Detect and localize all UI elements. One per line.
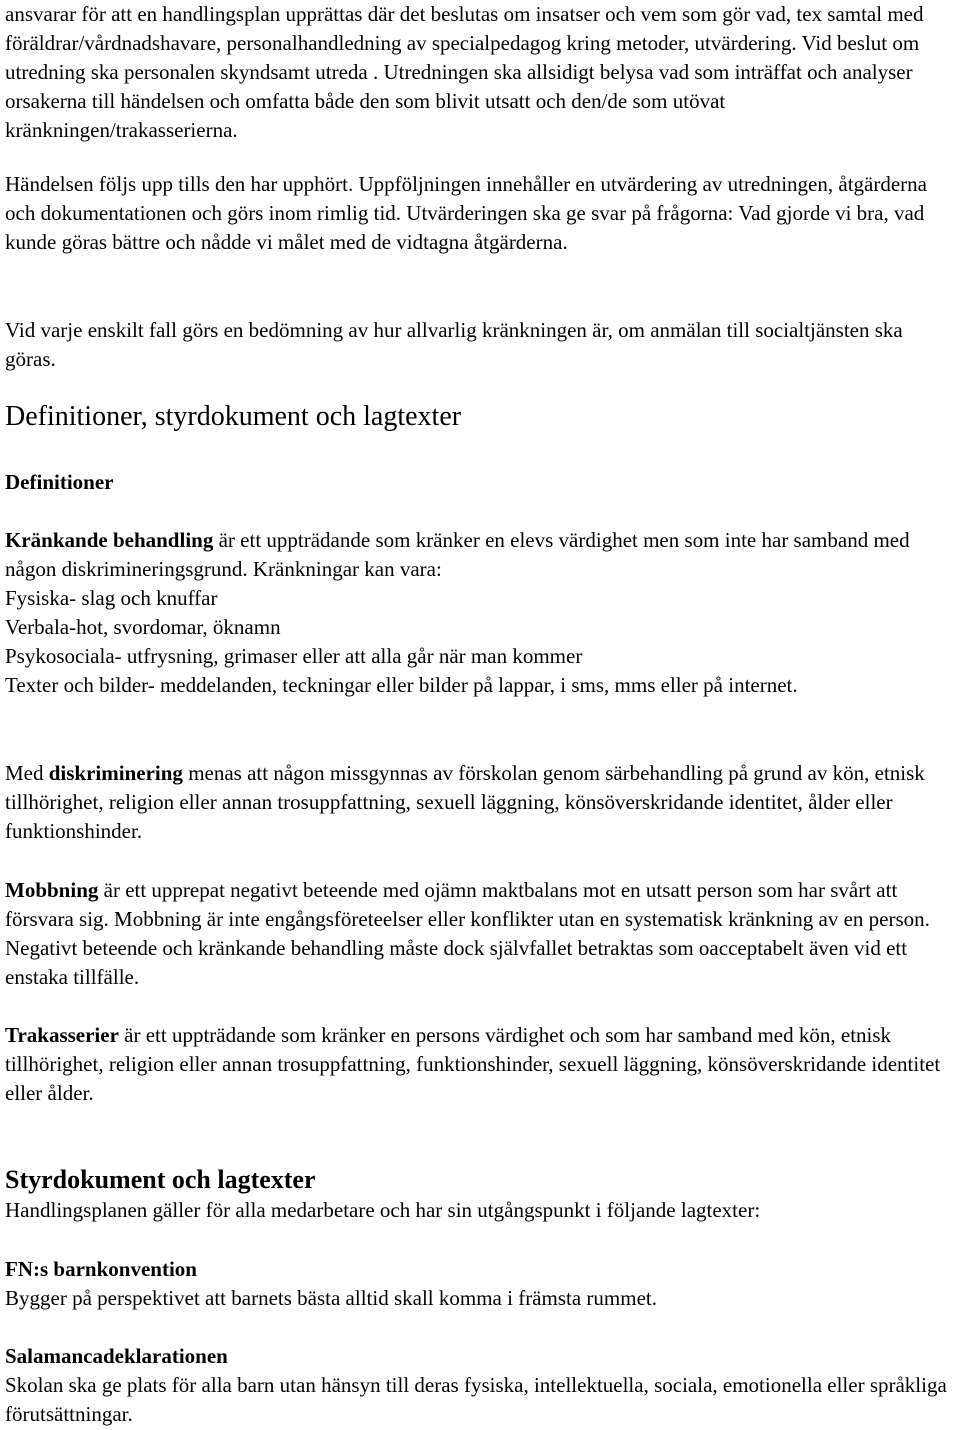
definition-text	[5, 759, 955, 846]
list-item: Verbala-hot, svordomar, öknamn	[5, 615, 281, 639]
definition-body: menas att någon missgynnas av förskolan genom särbehandling på grund av kön, etnisk tillhörighet, religion eller annan trosuppfattning, sexuell läggning, könsöverskridande identitet, ålder eller funktionshinder.	[5, 761, 925, 843]
subsection-title: Salamancadeklarationen	[5, 1344, 228, 1368]
subheading-definitioner	[5, 468, 955, 497]
definition-body: är ett uppträdande som kränker en elevs värdighet men som inte har samband med någon diskrimineringsgrund. Kränkningar kan vara:	[5, 528, 910, 581]
definition-text	[5, 876, 955, 992]
list-item: Psykosociala- utfrysning, grimaser eller att alla går när man kommer	[5, 644, 583, 668]
intro-paragraph-3	[5, 316, 955, 374]
subsection-title: FN:s barnkonvention	[5, 1257, 197, 1281]
definition-krankande	[5, 526, 955, 700]
definition-prefix: Med	[5, 761, 49, 785]
definition-diskriminering	[5, 759, 955, 846]
intro-paragraph-2	[5, 170, 955, 257]
section-title: Definitioner, styrdokument och lagtexter	[5, 401, 462, 432]
definition-term: Trakasserier	[5, 1023, 119, 1047]
section-title: Styrdokument och lagtexter	[5, 1165, 316, 1194]
definition-term: Kränkande behandling	[5, 528, 214, 552]
list-item: Fysiska- slag och knuffar	[5, 586, 218, 610]
paragraph-text: Bygger på perspektivet att barnets bästa alltid skall komma i främsta rummet.	[5, 1286, 657, 1310]
definition-body: är ett uppträdande som kränker en persons värdighet och som har samband med kön, etnisk tillhörighet, religion eller annan trosuppfattning, funktionshinder, sexuell läggning, könsöverskridande identitet eller ålder.	[5, 1023, 941, 1105]
subsection-title: Definitioner	[5, 470, 114, 494]
definition-term: Mobbning	[5, 878, 99, 902]
definition-body: är ett upprepat negativt beteende med ojämn maktbalans mot en utsatt person som har svårt att försvara sig. Mobbning är inte engångsföreteelser eller konflikter utan en systematisk kränkning av en person. Negativt beteende och kränkande behandling måste dock självfallet betraktas som oacceptabelt även vid ett enstaka tillfälle.	[5, 878, 930, 989]
fn-barnkonvention	[5, 1255, 955, 1313]
salamancadeklarationen	[5, 1342, 955, 1429]
intro-paragraph-1	[5, 0, 955, 145]
list-item: Texter och bilder- meddelanden, teckningar eller bilder på lappar, i sms, mms eller på internet.	[5, 673, 798, 697]
paragraph-text: Handlingsplanen gäller för alla medarbetare och har sin utgångspunkt i följande lagtexter:	[5, 1198, 761, 1222]
definition-term: diskriminering	[48, 761, 183, 785]
paragraph-text: Händelsen följs upp tills den har upphört. Uppföljningen innehåller en utvärdering av utredningen, åtgärderna och dokumentationen och görs inom rimlig tid. Utvärderingen ska ge svar på frågorna: Vad gjorde vi bra, vad kunde göras bättre och nådde vi målet med de vidtagna åtgärderna.	[5, 172, 927, 254]
paragraph-text: Skolan ska ge plats för alla barn utan hänsyn till deras fysiska, intellektuella, sociala, emotionella eller språkliga förutsättningar.	[5, 1373, 947, 1426]
paragraph-text: Vid varje enskilt fall görs en bedömning av hur allvarlig kränkningen är, om anmälan till socialtjänsten ska göras.	[5, 318, 903, 371]
definition-text	[5, 1021, 955, 1108]
definition-mobbning	[5, 876, 955, 992]
section-heading-definitions	[5, 400, 955, 434]
definition-trakasserier	[5, 1021, 955, 1108]
styrdokument-intro	[5, 1196, 955, 1225]
section-heading-styrdokument	[5, 1164, 955, 1196]
paragraph-text: ansvarar för att en handlingsplan upprättas där det beslutas om insatser och vem som gör vad, tex samtal med föräldrar/vårdnadshavare, personalhandledning av specialpedagog kring metoder, utvärdering. Vid beslut om utredning ska personalen skyndsamt utreda . Utredningen ska allsidigt belysa vad som inträffat och analyser orsakerna till händelsen och omfatta både den som blivit utsatt och den/de som utövat kränkningen/trakasserierna.	[5, 2, 924, 142]
definition-text	[5, 526, 955, 584]
